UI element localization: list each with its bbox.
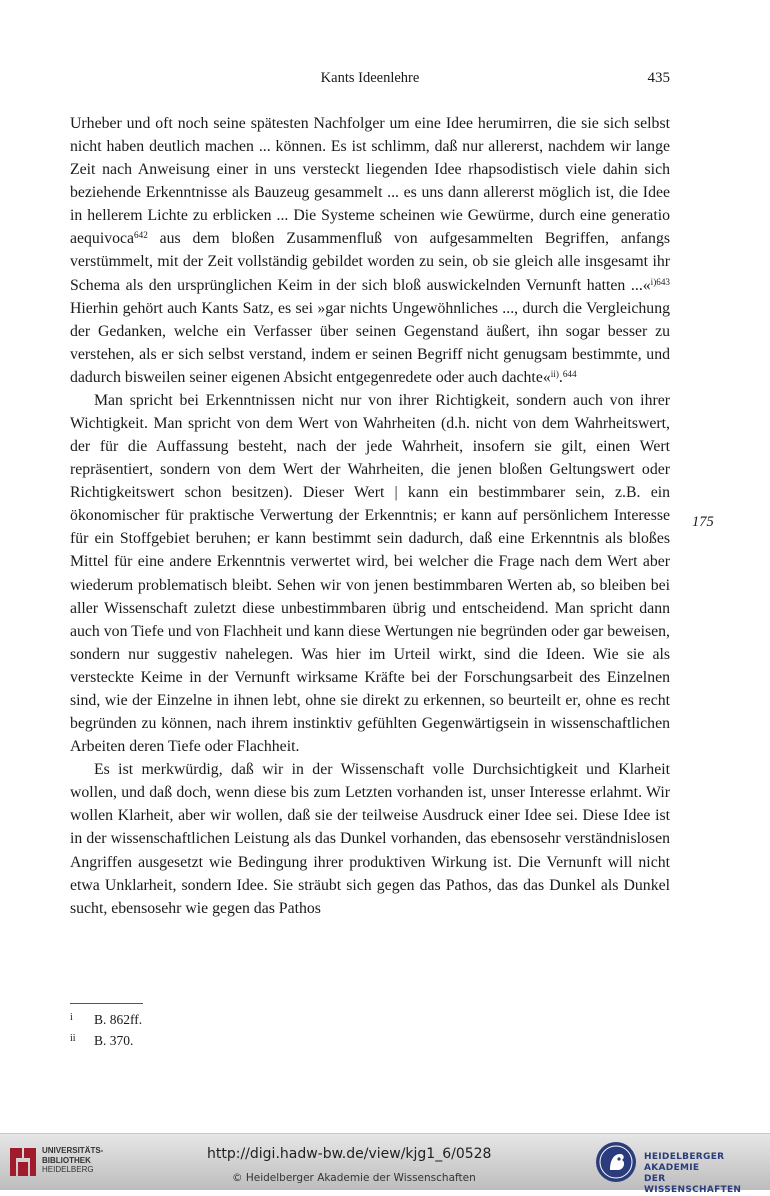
running-head xyxy=(70,70,670,92)
library-name-line-2: BIBLIOTHEK xyxy=(42,1155,91,1165)
footnote xyxy=(70,1030,470,1051)
footnotes xyxy=(70,1009,470,1051)
library-name-line-1: UNIVERSITÄTS- xyxy=(42,1146,104,1155)
footnote-text: B. 862ff. xyxy=(94,1012,143,1027)
permalink-url[interactable]: http://digi.hadw-bw.de/view/kjg1_6/0528 xyxy=(207,1146,492,1162)
library-name xyxy=(42,1146,103,1175)
note-ref-i-643: i)643 xyxy=(650,276,670,287)
note-ref-642: 642 xyxy=(134,230,148,241)
footnote-rule xyxy=(70,1003,143,1004)
running-title: Kants Ideenlehre xyxy=(320,70,420,86)
paragraph-1-text-2: aus dem bloßen Zusammenfluß von aufgesammelten Begriffen, anfangs verstümmelt, mit der Zeit vollständig gebildet worden zu sein, ob sie gleich alle insgesamt ihr Schema als den ursprünglichen Keim in der sich bloß auswickelnden Vernunft hatten ...« xyxy=(70,230,670,294)
footnote xyxy=(70,1009,470,1030)
academy-logo[interactable] xyxy=(594,1140,764,1195)
page-number: 435 xyxy=(647,70,670,86)
footnote-mark: i xyxy=(70,1012,73,1023)
note-ref-644: 644 xyxy=(562,368,577,379)
margin-page-reference: 175 xyxy=(692,514,714,530)
academy-name-line-2: DER WISSENSCHAFTEN xyxy=(644,1174,742,1195)
footnote-text: B. 370. xyxy=(94,1033,134,1048)
library-name-line-3: HEIDELBERG xyxy=(42,1165,94,1174)
university-library-logo[interactable] xyxy=(8,1142,108,1182)
paragraph-1 xyxy=(70,112,670,389)
copyright-notice: © Heidelberger Akademie der Wissenschaften xyxy=(232,1172,476,1184)
viewer-footer-bar xyxy=(0,1133,770,1195)
note-ref-ii: ii) xyxy=(550,368,559,379)
academy-name xyxy=(644,1152,764,1196)
academy-seal-icon xyxy=(594,1140,638,1184)
body-text xyxy=(70,112,670,920)
paragraph-1-text: Urheber und oft noch seine spätesten Nachfolger um eine Idee herumirren, die sie sich selbst nicht haben deutlich machen ... können. Es ist schlimm, daß nur allererst, nachdem wir lange Zeit nach Anweisung einer in uns versteckt liegenden Idee rhapsodistisch viele dahin sich beziehende Erkenntnisse als Bauzeug gesammelt ... es uns dann allererst möglich ist, die Idee in hellerem Lichte zu erblicken ... Die Systeme scheinen wie Gewürme, durch eine generatio aequivoca xyxy=(70,115,670,248)
library-emblem-icon xyxy=(8,1144,38,1180)
academy-name-line-1: HEIDELBERGER AKADEMIE xyxy=(644,1152,725,1173)
paragraph-1-text-4: . xyxy=(558,368,563,386)
paragraph-3: Es ist merkwürdig, daß wir in der Wissenschaft volle Durchsichtigkeit und Klarheit wollen, und daß doch, wenn diese bis zum Letzten vorhanden ist, unser Interesse erlahmt. Wir wollen Klarheit, aber wir wollen, daß sie der teilweise Ausdruck einer Idee sei. Diese Idee ist in der wissenschaftlichen Leistung als das Dunkel vorhanden, das ebensosehr verständnislosen Angriffen ausgesetzt wie Bedingung ihrer produktiven Wirkung ist. Die Vernunft will nicht etwa Unklarheit, sondern Idee. Sie sträubt sich gegen das Pathos, das das Dunkel als Dunkel sucht, ebensosehr wie gegen das Pathos xyxy=(70,761,670,917)
footnote-mark: ii xyxy=(70,1033,76,1044)
paragraph-1-text-3: Hierhin gehört auch Kants Satz, es sei »gar nichts Ungewöhnliches ..., durch die Vergleichung der Gedanken, welche ein Verfasser über seinen Gegenstand äußert, ihn sogar besser zu verstehen, als er sich selbst verstand, indem er seinen Begriff nicht genugsam bestimmte, und dadurch bisweilen seiner eigenen Absicht entgegenredete oder auch dachte« xyxy=(70,299,670,386)
paragraph-2: Man spricht bei Erkenntnissen nicht nur von ihrer Richtigkeit, sondern auch von ihrer Wichtigkeit. Man spricht von dem Wert von Wahrheiten (d.h. nicht von dem Wahrheitswert, der für die Auffassung besteht, nach der jede Wahrheit, insofern sie gilt, einen Wert repräsentiert, sondern von dem Wert der Wahrheiten, die jenen bloßen Geltungswert oder Richtigkeitswert schon besitzen). Dieser Wert | kann ein bestimmbarer sein, z.B. ein ökonomischer für praktische Verwertung der Erkenntnis; er kann auf persönlichem Interesse für ein Stoffgebiet beruhen; er kann bestimmt sein dadurch, daß eine Erkenntnis als bloßes Mittel für eine andere Erkenntnis verwertet wird, bei welcher die Frage nach dem Wert aber wiederum problematisch bleibt. Sehen wir von jenen bestimmbaren Werten ab, so bleiben bei aller Wissenschaft zuletzt diese unbestimmbaren übrig und entscheidend. Man spricht dann auch von Tiefe und von Flachheit und kann diese Wertungen nie begründen oder gar beweisen, sondern nur suggestiv nahelegen. Was hier im Urteil wirkt, sind die Ideen. Wie sie als versteckte Keime in der Vernunft wirksame Kräfte bei der Forschungsarbeit des Einzelnen sind, wie der Einzelne in ihnen lebt, ohne sie direkt zu erkennen, so beurteilt er, ohne es recht begründen zu können, nach ihrem instinktiv gefühlten Gegenwärtigsein in wissenschaftlichen Arbeiten deren Tiefe oder Flachheit. xyxy=(70,391,670,756)
